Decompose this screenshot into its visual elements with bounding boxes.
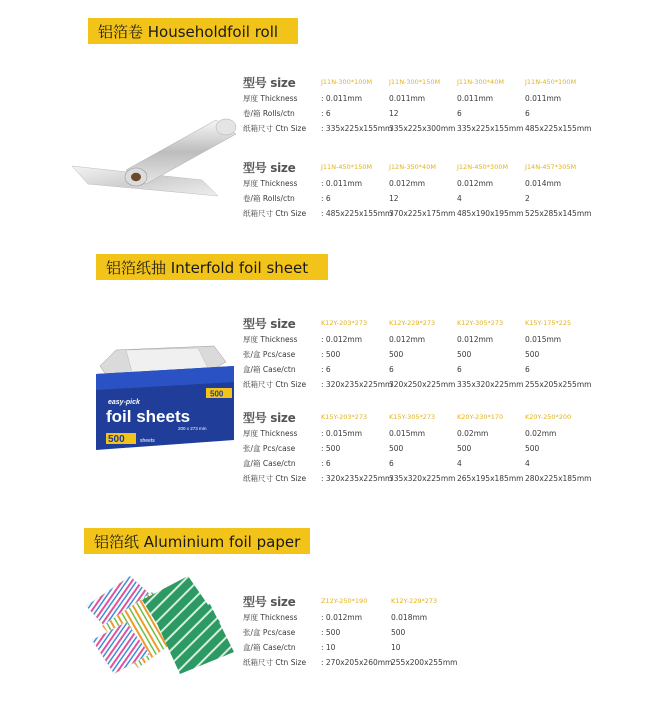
box-count-badge: 500 xyxy=(210,389,224,399)
spec-cell: : 0.012mm xyxy=(321,335,362,344)
model-label: 型号 size xyxy=(243,594,296,609)
spec-table-roll-1 xyxy=(243,73,593,136)
spec-cell: 12 xyxy=(389,194,399,203)
spec-cell: 525x285x145mm xyxy=(525,209,592,218)
spec-row xyxy=(243,625,461,640)
row-label: 盒/箱 Case/ctn xyxy=(243,643,296,652)
spec-cell: 500 xyxy=(525,444,540,453)
model-cell: J12N-350*40M xyxy=(389,163,436,171)
model-label: 型号 size xyxy=(243,316,296,331)
spec-row xyxy=(243,176,593,191)
spec-cell: 0.015mm xyxy=(389,429,426,438)
section-title: 铝箔纸抽 Interfold foil sheet xyxy=(106,258,309,277)
spec-cell: 0.012mm xyxy=(457,179,494,188)
spec-cell: 12 xyxy=(389,109,399,118)
model-label: 型号 size xyxy=(243,410,296,425)
spec-cell: 335x225x300mm xyxy=(389,124,456,133)
row-label: 盒/箱 Case/ctn xyxy=(243,365,296,374)
spec-cell: 0.012mm xyxy=(389,179,426,188)
spec-cell: : 0.011mm xyxy=(321,179,362,188)
spec-table-foil-paper xyxy=(243,592,461,670)
spec-cell: 335x320x225mm xyxy=(389,474,456,483)
spec-row xyxy=(243,106,593,121)
spec-cell: : 270x205x260mm xyxy=(321,658,393,667)
spec-cell: 6 xyxy=(457,109,462,118)
spec-cell: 6 xyxy=(389,459,394,468)
spec-row xyxy=(243,610,461,625)
section-banner-foil-paper xyxy=(84,528,310,554)
spec-cell: : 6 xyxy=(321,459,331,468)
model-row xyxy=(243,73,593,91)
spec-cell: 500 xyxy=(391,628,406,637)
model-cell: J11N-300*100M xyxy=(321,78,373,86)
spec-row xyxy=(243,426,593,441)
spec-cell: : 500 xyxy=(321,350,341,359)
spec-cell: 0.011mm xyxy=(389,94,426,103)
spec-table-interfold-2 xyxy=(243,408,593,486)
row-label: 纸箱尺寸 Ctn Size xyxy=(243,474,307,483)
spec-cell: 0.02mm xyxy=(457,429,489,438)
model-cell: J11N-450*100M xyxy=(525,78,577,86)
row-label: 纸箱尺寸 Ctn Size xyxy=(243,658,307,667)
spec-row xyxy=(243,347,593,362)
spec-cell: 6 xyxy=(457,365,462,374)
row-label: 卷/箱 Rolls/ctn xyxy=(243,194,295,203)
model-cell: K12Y-229*273 xyxy=(389,319,436,327)
spec-row xyxy=(243,91,593,106)
spec-cell: 500 xyxy=(389,444,404,453)
spec-row xyxy=(243,362,593,377)
row-label: 纸箱尺寸 Ctn Size xyxy=(243,124,307,133)
spec-cell: 370x225x175mm xyxy=(389,209,456,218)
spec-cell: : 320x235x225mm xyxy=(321,474,393,483)
row-label: 厚度 Thickness xyxy=(243,429,298,438)
spec-cell: 500 xyxy=(457,444,472,453)
spec-table-roll-2 xyxy=(243,158,593,221)
spec-cell: 500 xyxy=(389,350,404,359)
model-cell: K15Y-305*273 xyxy=(389,413,436,421)
model-cell: K12Y-305*273 xyxy=(457,319,504,327)
model-cell: J11N-300*40M xyxy=(457,78,504,86)
spec-cell: 265x195x185mm xyxy=(457,474,524,483)
spec-row xyxy=(243,121,593,136)
spec-cell: 335x225x155mm xyxy=(457,124,524,133)
row-label: 卷/箱 Rolls/ctn xyxy=(243,109,295,118)
model-cell: K12Y-203*273 xyxy=(321,319,368,327)
row-label: 盒/箱 Case/ctn xyxy=(243,459,296,468)
section-banner-interfold xyxy=(96,254,328,280)
foil-paper-image xyxy=(80,570,238,678)
spec-cell: 500 xyxy=(525,350,540,359)
section-title: 铝箔卷 Householdfoil roll xyxy=(98,22,279,41)
spec-row xyxy=(243,377,593,392)
row-label: 纸箱尺寸 Ctn Size xyxy=(243,209,307,218)
spec-cell: 0.012mm xyxy=(457,335,494,344)
spec-cell: 255x200x255mm xyxy=(391,658,458,667)
model-cell: J14N-457*305M xyxy=(525,163,577,171)
spec-row xyxy=(243,640,461,655)
spec-cell: : 485x225x155mm xyxy=(321,209,393,218)
spec-cell: : 6 xyxy=(321,194,331,203)
box-brand: easy-pick xyxy=(108,399,140,406)
spec-cell: 6 xyxy=(525,365,530,374)
spec-cell: 0.014mm xyxy=(525,179,562,188)
model-cell: K12Y-229*273 xyxy=(391,597,438,605)
spec-row xyxy=(243,441,593,456)
row-label: 厚度 Thickness xyxy=(243,613,298,622)
spec-cell: 0.015mm xyxy=(525,335,562,344)
model-row xyxy=(243,314,593,332)
spec-cell: 4 xyxy=(525,459,530,468)
section-banner-foil-roll xyxy=(88,18,298,44)
spec-row xyxy=(243,206,593,221)
spec-row xyxy=(243,191,593,206)
spec-cell: 4 xyxy=(457,459,462,468)
row-label: 张/盒 Pcs/case xyxy=(243,350,296,359)
row-label: 纸箱尺寸 Ctn Size xyxy=(243,380,307,389)
model-label: 型号 size xyxy=(243,160,296,175)
model-cell: K20Y-250*200 xyxy=(525,413,572,421)
spec-row xyxy=(243,332,593,347)
box-product-name: foil sheets xyxy=(106,407,191,426)
spec-cell: 4 xyxy=(457,194,462,203)
spec-cell: 0.02mm xyxy=(525,429,557,438)
row-label: 厚度 Thickness xyxy=(243,94,298,103)
spec-cell: : 10 xyxy=(321,643,336,652)
spec-cell: : 500 xyxy=(321,628,341,637)
spec-cell: : 6 xyxy=(321,109,331,118)
model-cell: J11N-300*150M xyxy=(389,78,441,86)
spec-cell: : 335x225x155mm xyxy=(321,124,393,133)
model-cell: K15Y-175*225 xyxy=(525,319,572,327)
row-label: 张/盒 Pcs/case xyxy=(243,628,296,637)
spec-cell: 320x250x225mm xyxy=(389,380,456,389)
model-row xyxy=(243,408,593,426)
box-size: 200 x 273 mm xyxy=(178,426,207,431)
spec-cell: : 500 xyxy=(321,444,341,453)
spec-cell: 335x320x225mm xyxy=(457,380,524,389)
spec-cell: : 320x235x225mm xyxy=(321,380,393,389)
spec-row xyxy=(243,456,593,471)
model-row xyxy=(243,592,461,610)
model-cell: K15Y-203*273 xyxy=(321,413,368,421)
spec-cell: : 6 xyxy=(321,365,331,374)
spec-cell: : 0.011mm xyxy=(321,94,362,103)
spec-cell: 280x225x185mm xyxy=(525,474,592,483)
spec-cell: 0.012mm xyxy=(389,335,426,344)
model-cell: K20Y-230*170 xyxy=(457,413,504,421)
spec-cell: 2 xyxy=(525,194,530,203)
row-label: 厚度 Thickness xyxy=(243,179,298,188)
spec-cell: 6 xyxy=(525,109,530,118)
spec-cell: 500 xyxy=(457,350,472,359)
model-cell: J12N-450*300M xyxy=(457,163,509,171)
section-title: 铝箔纸 Aluminium foil paper xyxy=(94,532,301,551)
model-cell: J11N-450*150M xyxy=(321,163,373,171)
row-label: 张/盒 Pcs/case xyxy=(243,444,296,453)
foil-roll-image xyxy=(68,110,240,202)
spec-row xyxy=(243,471,593,486)
spec-cell: 6 xyxy=(389,365,394,374)
spec-cell: 255x205x255mm xyxy=(525,380,592,389)
box-unit: sheets xyxy=(140,438,155,444)
model-row xyxy=(243,158,593,176)
spec-table-interfold-1 xyxy=(243,314,593,392)
spec-cell: 0.011mm xyxy=(457,94,494,103)
box-count: 500 xyxy=(108,434,125,445)
spec-cell: 10 xyxy=(391,643,401,652)
spec-cell: 485x225x155mm xyxy=(525,124,592,133)
spec-cell: : 0.015mm xyxy=(321,429,362,438)
spec-cell: : 0.012mm xyxy=(321,613,362,622)
spec-cell: 0.011mm xyxy=(525,94,562,103)
spec-row xyxy=(243,655,461,670)
spec-cell: 485x190x195mm xyxy=(457,209,524,218)
model-cell: Z12Y-250*190 xyxy=(321,597,368,605)
model-label: 型号 size xyxy=(243,75,296,90)
foil-sheet-box-image xyxy=(86,340,238,458)
row-label: 厚度 Thickness xyxy=(243,335,298,344)
spec-cell: 0.018mm xyxy=(391,613,428,622)
